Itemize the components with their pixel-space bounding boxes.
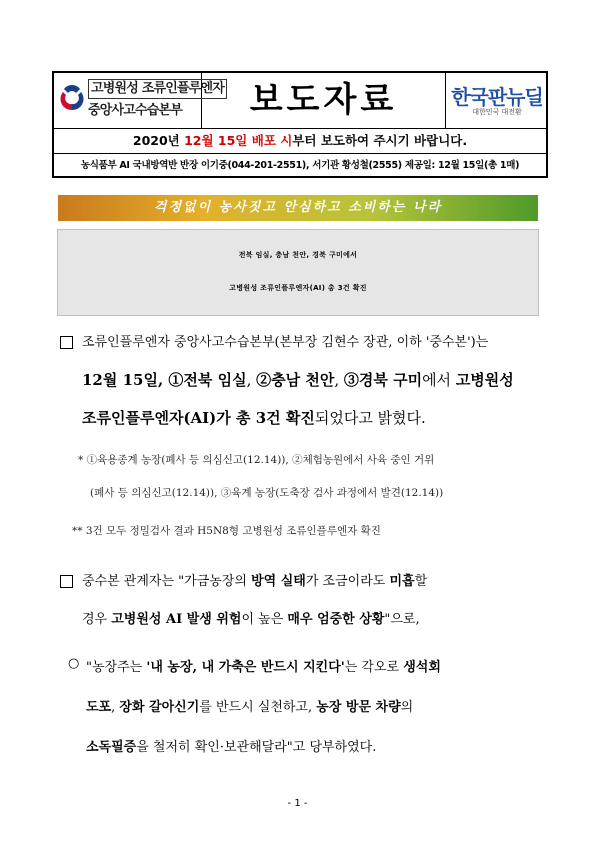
release-year: 2020년 — [132, 133, 185, 148]
headline-line2: 고병원성 조류인플루엔자(AI) 총 3건 확진 — [229, 284, 367, 292]
paragraph3-line1: "농장주는 '내 농장, 내 가축은 반드시 지킨다'는 각오로 생석회 — [86, 660, 441, 675]
footnote2: ** 3건 모두 정밀검사 결과 H5N8형 고병원성 조류인플루엔자 확진 — [72, 525, 381, 537]
title-cell — [202, 73, 446, 128]
paragraph2-line1: 중수본 관계자는 "가금농장의 방역 실태가 조금이라도 미흡할 — [82, 574, 428, 589]
paragraph1-line2: 12월 15일, ①전북 임실, ②충남 천안, ③경북 구미에서 고병원성 — [82, 371, 514, 389]
press-release-title: 보도자료 — [249, 80, 398, 120]
release-embargo-line — [54, 128, 546, 154]
paragraph3-line2: 도포, 장화 갈아신기를 반드시 실천하고, 농장 방문 차량의 — [86, 700, 414, 715]
headline-line1: 전북 임실, 충남 천안, 경북 구미에서 — [238, 251, 358, 259]
footnote1-line2: (폐사 등 의심신고(12.14)), ③육계 농장(도축장 검사 과정에서 발견(12.14)) — [90, 487, 444, 499]
release-date: 12월 15일 배포 시 — [184, 133, 293, 148]
organization-name-line1: 고병원성 조류인플루엔자 — [88, 79, 227, 99]
header-top-row — [54, 73, 546, 129]
paragraph3-line3: 소독필증을 철저히 확인·보관해달라"고 당부하였다. — [86, 740, 377, 755]
government-emblem-icon — [60, 83, 84, 115]
slogan-banner: 걱정없이 농사짓고 안심하고 소비하는 나라 — [58, 195, 538, 221]
paragraph2-line2: 경우 고병원성 AI 발생 위험이 높은 매우 엄중한 상황"으로, — [82, 612, 420, 627]
press-release-header — [52, 71, 548, 178]
square-bullet-icon — [60, 575, 73, 588]
footnote1-line1: * ①육용종계 농장(폐사 등 의심신고(12.14)), ②체험농원에서 사육 중인 거위 — [78, 454, 435, 466]
circle-bullet: ○ — [68, 656, 80, 671]
headline-box — [57, 229, 539, 316]
square-bullet-icon — [60, 336, 73, 349]
paragraph1-line3: 조류인플루엔자(AI)가 총 3건 확진되었다고 밝혔다. — [82, 409, 426, 427]
organization-name-line2: 중앙사고수습본부 — [88, 103, 183, 118]
korean-new-deal-logo: 한국판뉴딜 — [451, 85, 543, 109]
contact-line: 농식품부 AI 국내방역반 반장 이기중(044-201-2551), 서기관 황성철(2555) 제공일: 12월 15일(총 1매) — [80, 160, 520, 171]
organization-cell — [54, 73, 225, 128]
paragraph1-line1: 조류인플루엔자 중앙사고수습본부(본부장 김현수 장관, 이하 '중수본')는 — [82, 335, 489, 350]
brand-cell — [446, 73, 548, 128]
release-instruction: 부터 보도하여 주시기 바랍니다. — [292, 133, 468, 148]
brand-subtitle: 대한민국 대전환 — [472, 108, 522, 116]
page-number: - 1 - — [287, 798, 308, 809]
